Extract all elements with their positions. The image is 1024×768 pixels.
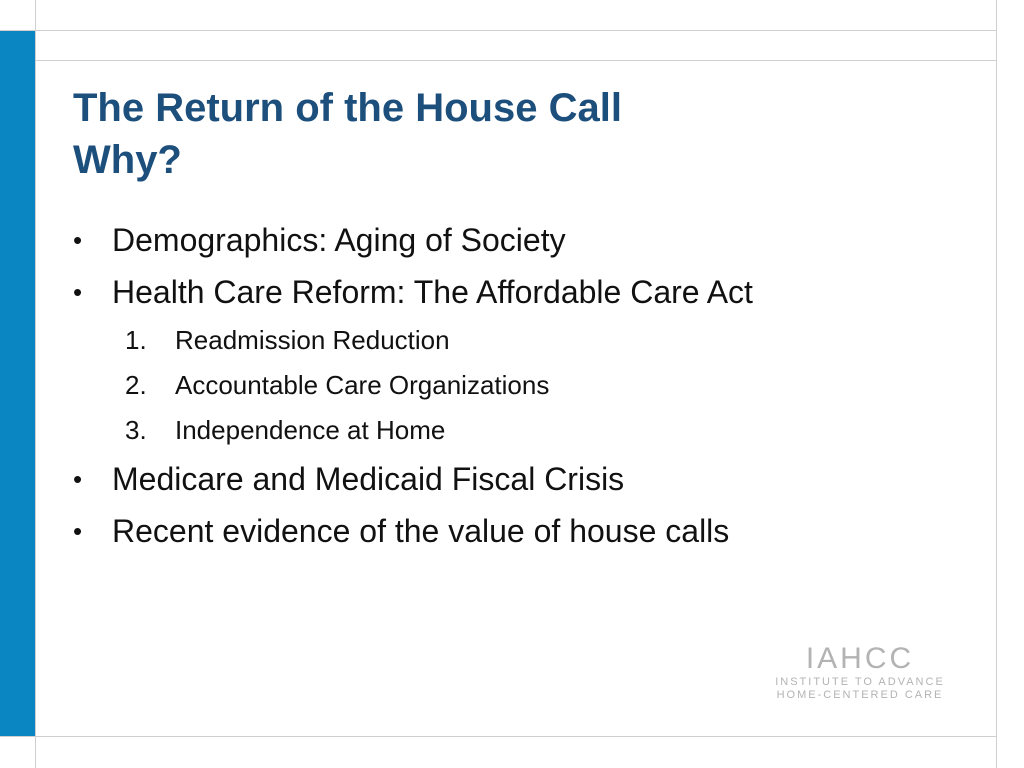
item-number: 1. xyxy=(125,325,147,355)
logo-line-2: HOME-CENTERED CARE xyxy=(776,689,944,701)
bullet-text: Health Care Reform: The Affordable Care Act xyxy=(112,274,753,310)
title-line-2: Why? xyxy=(73,138,182,182)
bullet-item xyxy=(73,214,973,266)
accent-bar xyxy=(0,30,35,736)
bullet-dot: • xyxy=(73,516,83,546)
logo-line-1: INSTITUTE TO ADVANCE xyxy=(775,676,945,688)
header-divider xyxy=(35,60,997,61)
bullet-text: Medicare and Medicaid Fiscal Crisis xyxy=(112,461,625,497)
left-guide-line xyxy=(35,0,36,768)
logo-mark: IAHCC xyxy=(805,642,915,675)
bullet-text: Recent evidence of the value of house calls xyxy=(112,513,730,549)
numbered-item xyxy=(73,318,973,363)
item-text: Accountable Care Organizations xyxy=(175,370,550,400)
bullet-dot: • xyxy=(73,277,83,307)
bullet-text: Demographics: Aging of Society xyxy=(112,222,566,258)
item-text: Independence at Home xyxy=(175,415,446,445)
numbered-item xyxy=(73,408,973,453)
item-text: Readmission Reduction xyxy=(175,325,450,355)
slide-content xyxy=(73,214,973,557)
title-line-1: The Return of the House Call xyxy=(73,86,622,130)
bottom-divider xyxy=(0,736,997,737)
iahcc-logo xyxy=(770,642,950,702)
bullet-item xyxy=(73,505,973,557)
item-number: 2. xyxy=(125,370,147,400)
bullet-dot: • xyxy=(73,464,83,494)
right-guide-line xyxy=(996,0,997,768)
numbered-item xyxy=(73,363,973,408)
slide-title xyxy=(73,82,622,186)
item-number: 3. xyxy=(125,415,147,445)
bullet-item xyxy=(73,453,973,505)
bullet-item xyxy=(73,266,973,318)
top-divider xyxy=(0,30,997,31)
bullet-dot: • xyxy=(73,225,83,255)
